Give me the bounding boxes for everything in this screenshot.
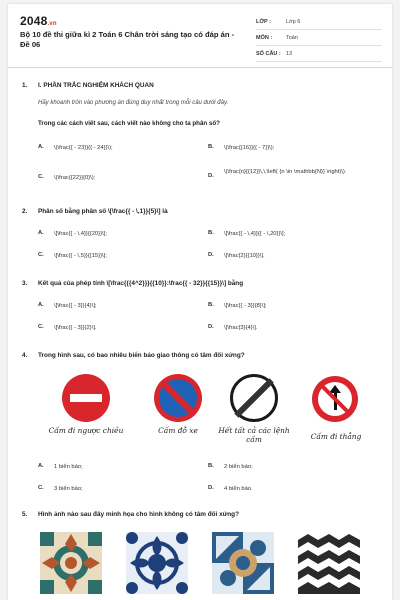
q3-option-d[interactable]: D. \[\frac{3}{4}\]. — [208, 324, 258, 331]
document-page — [8, 4, 392, 600]
question-1-heading: 1. I. PHẦN TRẮC NGHIỆM KHÁCH QUAN — [22, 82, 154, 89]
document-title: Bộ 10 đề thi giữa kì 2 Toán 6 Chân trời sáng tạo có đáp án - Đề 06 — [20, 30, 235, 49]
tile-image-2 — [126, 532, 188, 594]
tile-image-1 — [40, 532, 102, 594]
sign-caption-2: Cấm đỗ xe — [158, 426, 198, 435]
no-entry-sign-icon — [62, 374, 110, 422]
meta-class: LỚP : Lớp 6 — [256, 14, 382, 30]
site-logo[interactable]: 2048.vn — [20, 14, 57, 28]
q1-option-c[interactable]: C. \(\frac{{22}}{0}\); — [38, 174, 96, 181]
tile-image-3 — [212, 532, 274, 594]
sign-caption-1: Cấm đi ngược chiều — [48, 426, 124, 435]
sign-caption-4: Cấm đi thẳng — [310, 432, 362, 441]
q3-option-b[interactable]: B. \[\frac{{ - 3}}{8}\]; — [208, 302, 267, 309]
end-of-prohibitions-sign-icon — [230, 374, 278, 422]
sign-caption-3: Hết tất cả các lệnh cấm — [218, 426, 290, 444]
meta-subject: MÔN : Toán — [256, 30, 382, 46]
q4-option-c[interactable]: C. 3 biển báo; — [38, 485, 83, 492]
q4-option-b[interactable]: B. 2 biển báo; — [208, 463, 253, 470]
q1-option-a[interactable]: A. \(\frac{{ - 23}}{{ - 24}}\); — [38, 144, 113, 151]
question-2-heading: 2. Phân số bằng phân số \[\frac{{ - \,1}}{5}\] là — [22, 208, 168, 215]
document-meta — [256, 14, 382, 62]
question-3-heading: 3. Kết quả của phép tính \[\frac{{{4^2}}}{{10}}:\frac{{ - 32}}{{15}}\] bằng — [22, 280, 244, 287]
q2-option-c[interactable]: C. \[\frac{{ - \,5}}{{15}}\]; — [38, 252, 107, 259]
question-1-text: Trong các cách viết sau, cách viết nào không cho ta phân số? — [38, 120, 220, 127]
q1-option-d[interactable]: D. \(\frac{n}{{12}}\,\,\left( {n \in \mathbb{N}} \right)\). — [208, 169, 347, 179]
q2-option-a[interactable]: A. \[\frac{{ - \,4}}{{20}}\]; — [38, 230, 107, 237]
question-1-hint: Hãy khoanh tròn vào phương án đúng duy nhất trong mỗi câu dưới đây. — [38, 100, 229, 106]
meta-question-count: SỐ CÂU : 13 — [256, 46, 382, 62]
q4-option-d[interactable]: D. 4 biển báo. — [208, 485, 253, 492]
document-header — [8, 4, 392, 68]
question-4-heading: 4. Trong hình sau, có bao nhiêu biển báo giao thông có tâm đối xứng? — [22, 352, 245, 359]
no-straight-sign-icon — [312, 376, 358, 422]
q3-option-c[interactable]: C. \[\frac{{ - 3}}{2}\]. — [38, 324, 97, 331]
question-5-heading: 5. Hình ảnh nào sau đây minh họa cho hình không có tâm đối xứng? — [22, 511, 239, 518]
q3-option-a[interactable]: A. \[\frac{{ - 3}}{4}\]; — [38, 302, 97, 309]
q2-option-d[interactable]: D. \[\frac{2}{{10}}\]. — [208, 252, 265, 259]
q2-option-b[interactable]: B. \[\frac{{ - \,4}}{{ - \,20}}\]; — [208, 230, 286, 237]
tile-image-4 — [298, 532, 360, 594]
q4-option-a[interactable]: A. 1 biển báo; — [38, 463, 83, 470]
no-parking-sign-icon — [154, 374, 202, 422]
q1-option-b[interactable]: B. \(\frac{{16}}{{ - 7}}\); — [208, 144, 275, 151]
